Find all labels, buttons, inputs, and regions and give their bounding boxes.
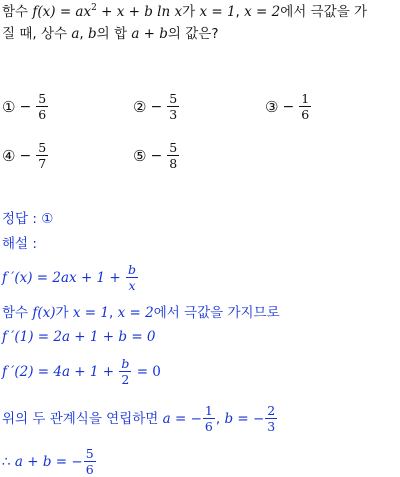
problem-text: 의 합 [96,26,132,42]
solution-title: 해설 : [2,236,37,252]
fraction [167,92,179,122]
exponent: 2 [91,3,97,13]
comma: , [235,4,245,20]
function-expr-rest: + x + b ln x [96,4,183,20]
minus-sign: − [282,99,295,115]
choice-marker: ③ [265,98,279,116]
denominator: 3 [267,419,276,434]
denominator: 6 [85,462,94,477]
equation-lhs: f ′(2) = 4a + 1 + [2,364,119,380]
final-line [2,447,97,477]
function-expr: = ax [55,4,92,20]
point-x1: x = 1 [199,4,236,20]
numerator: 5 [169,91,178,106]
sum-expr: a + b [131,26,168,42]
point-x1: x = 1 [72,305,109,321]
final-expr: a + b = − [14,454,83,470]
problem-text: 질 때, 상수 [2,26,72,42]
choice-marker: ⑤ [133,147,147,165]
a-value-lhs: a = − [162,411,202,427]
numerator: 5 [38,91,47,106]
problem-text: 함수 [2,4,33,20]
fraction [265,404,277,434]
point-x2: x = 2 [244,4,281,20]
fraction [36,92,48,122]
numerator: 5 [38,140,47,155]
numerator: 1 [301,91,310,106]
numerator: b [121,356,130,371]
problem-text: 의 값은? [167,26,219,42]
fraction [126,263,138,293]
denominator: 6 [38,107,47,122]
problem-line-1 [2,3,367,21]
constant-a: a [71,26,80,42]
comma: , [108,305,118,321]
fraction [203,404,215,434]
choice-1[interactable] [2,92,49,122]
numerator: 2 [267,403,276,418]
denominator: 2 [119,371,131,387]
b-value-lhs: b = − [224,411,265,427]
minus-sign: − [19,148,32,164]
problem-text: 에서 극값을 가 [280,4,368,20]
comma: , [215,411,225,427]
numerator: b [128,262,137,277]
function-name: f(x) [32,305,56,321]
numerator: 1 [204,403,213,418]
solution-text: 가 [55,305,73,321]
fraction [299,92,311,122]
choice-5[interactable] [133,141,180,171]
derivative-expr: = 2ax + 1 + [32,270,126,286]
problem-line-2 [2,25,219,43]
choice-4[interactable] [2,141,49,171]
solution-text: 위의 두 관계식을 연립하면 [2,411,163,427]
choice-marker: ④ [2,147,16,165]
condition-text [2,304,280,322]
choice-marker: ② [133,98,147,116]
answer-line [2,210,53,228]
function-name: f(x) [32,4,56,20]
constant-b: b [88,26,97,42]
denominator: x [126,277,138,293]
denominator: 6 [204,419,213,434]
derivative-lhs: f ′(x) [2,270,33,286]
equation-1 [2,328,156,346]
equation-rhs: = 0 [132,364,161,380]
solution-text: 함수 [2,305,33,321]
equation-2 [2,357,161,387]
denominator: 8 [169,156,178,171]
therefore-symbol: ∴ [2,454,15,470]
minus-sign: − [150,148,163,164]
fraction [36,141,48,171]
minus-sign: − [19,99,32,115]
fraction [119,357,131,387]
denominator: 3 [169,107,178,122]
solution-text: 에서 극값을 가지므로 [153,305,280,321]
numerator: 5 [169,140,178,155]
equation-expr: f ′(1) = 2a + 1 + b = 0 [2,329,156,345]
fraction [167,141,179,171]
solution-heading [2,235,37,253]
point-x2: x = 2 [117,305,154,321]
choice-3[interactable] [265,92,312,122]
choice-2[interactable] [133,92,180,122]
minus-sign: − [150,99,163,115]
denominator: 6 [301,107,310,122]
fraction [84,447,96,477]
denominator: 7 [38,156,47,171]
problem-text: 가 [182,4,200,20]
choice-marker: ① [2,98,16,116]
derivative-line [2,263,139,293]
answer-label: 정답 : ① [2,211,54,227]
numerator: 5 [85,446,94,461]
comma: , [79,26,88,42]
solve-line [2,404,278,434]
